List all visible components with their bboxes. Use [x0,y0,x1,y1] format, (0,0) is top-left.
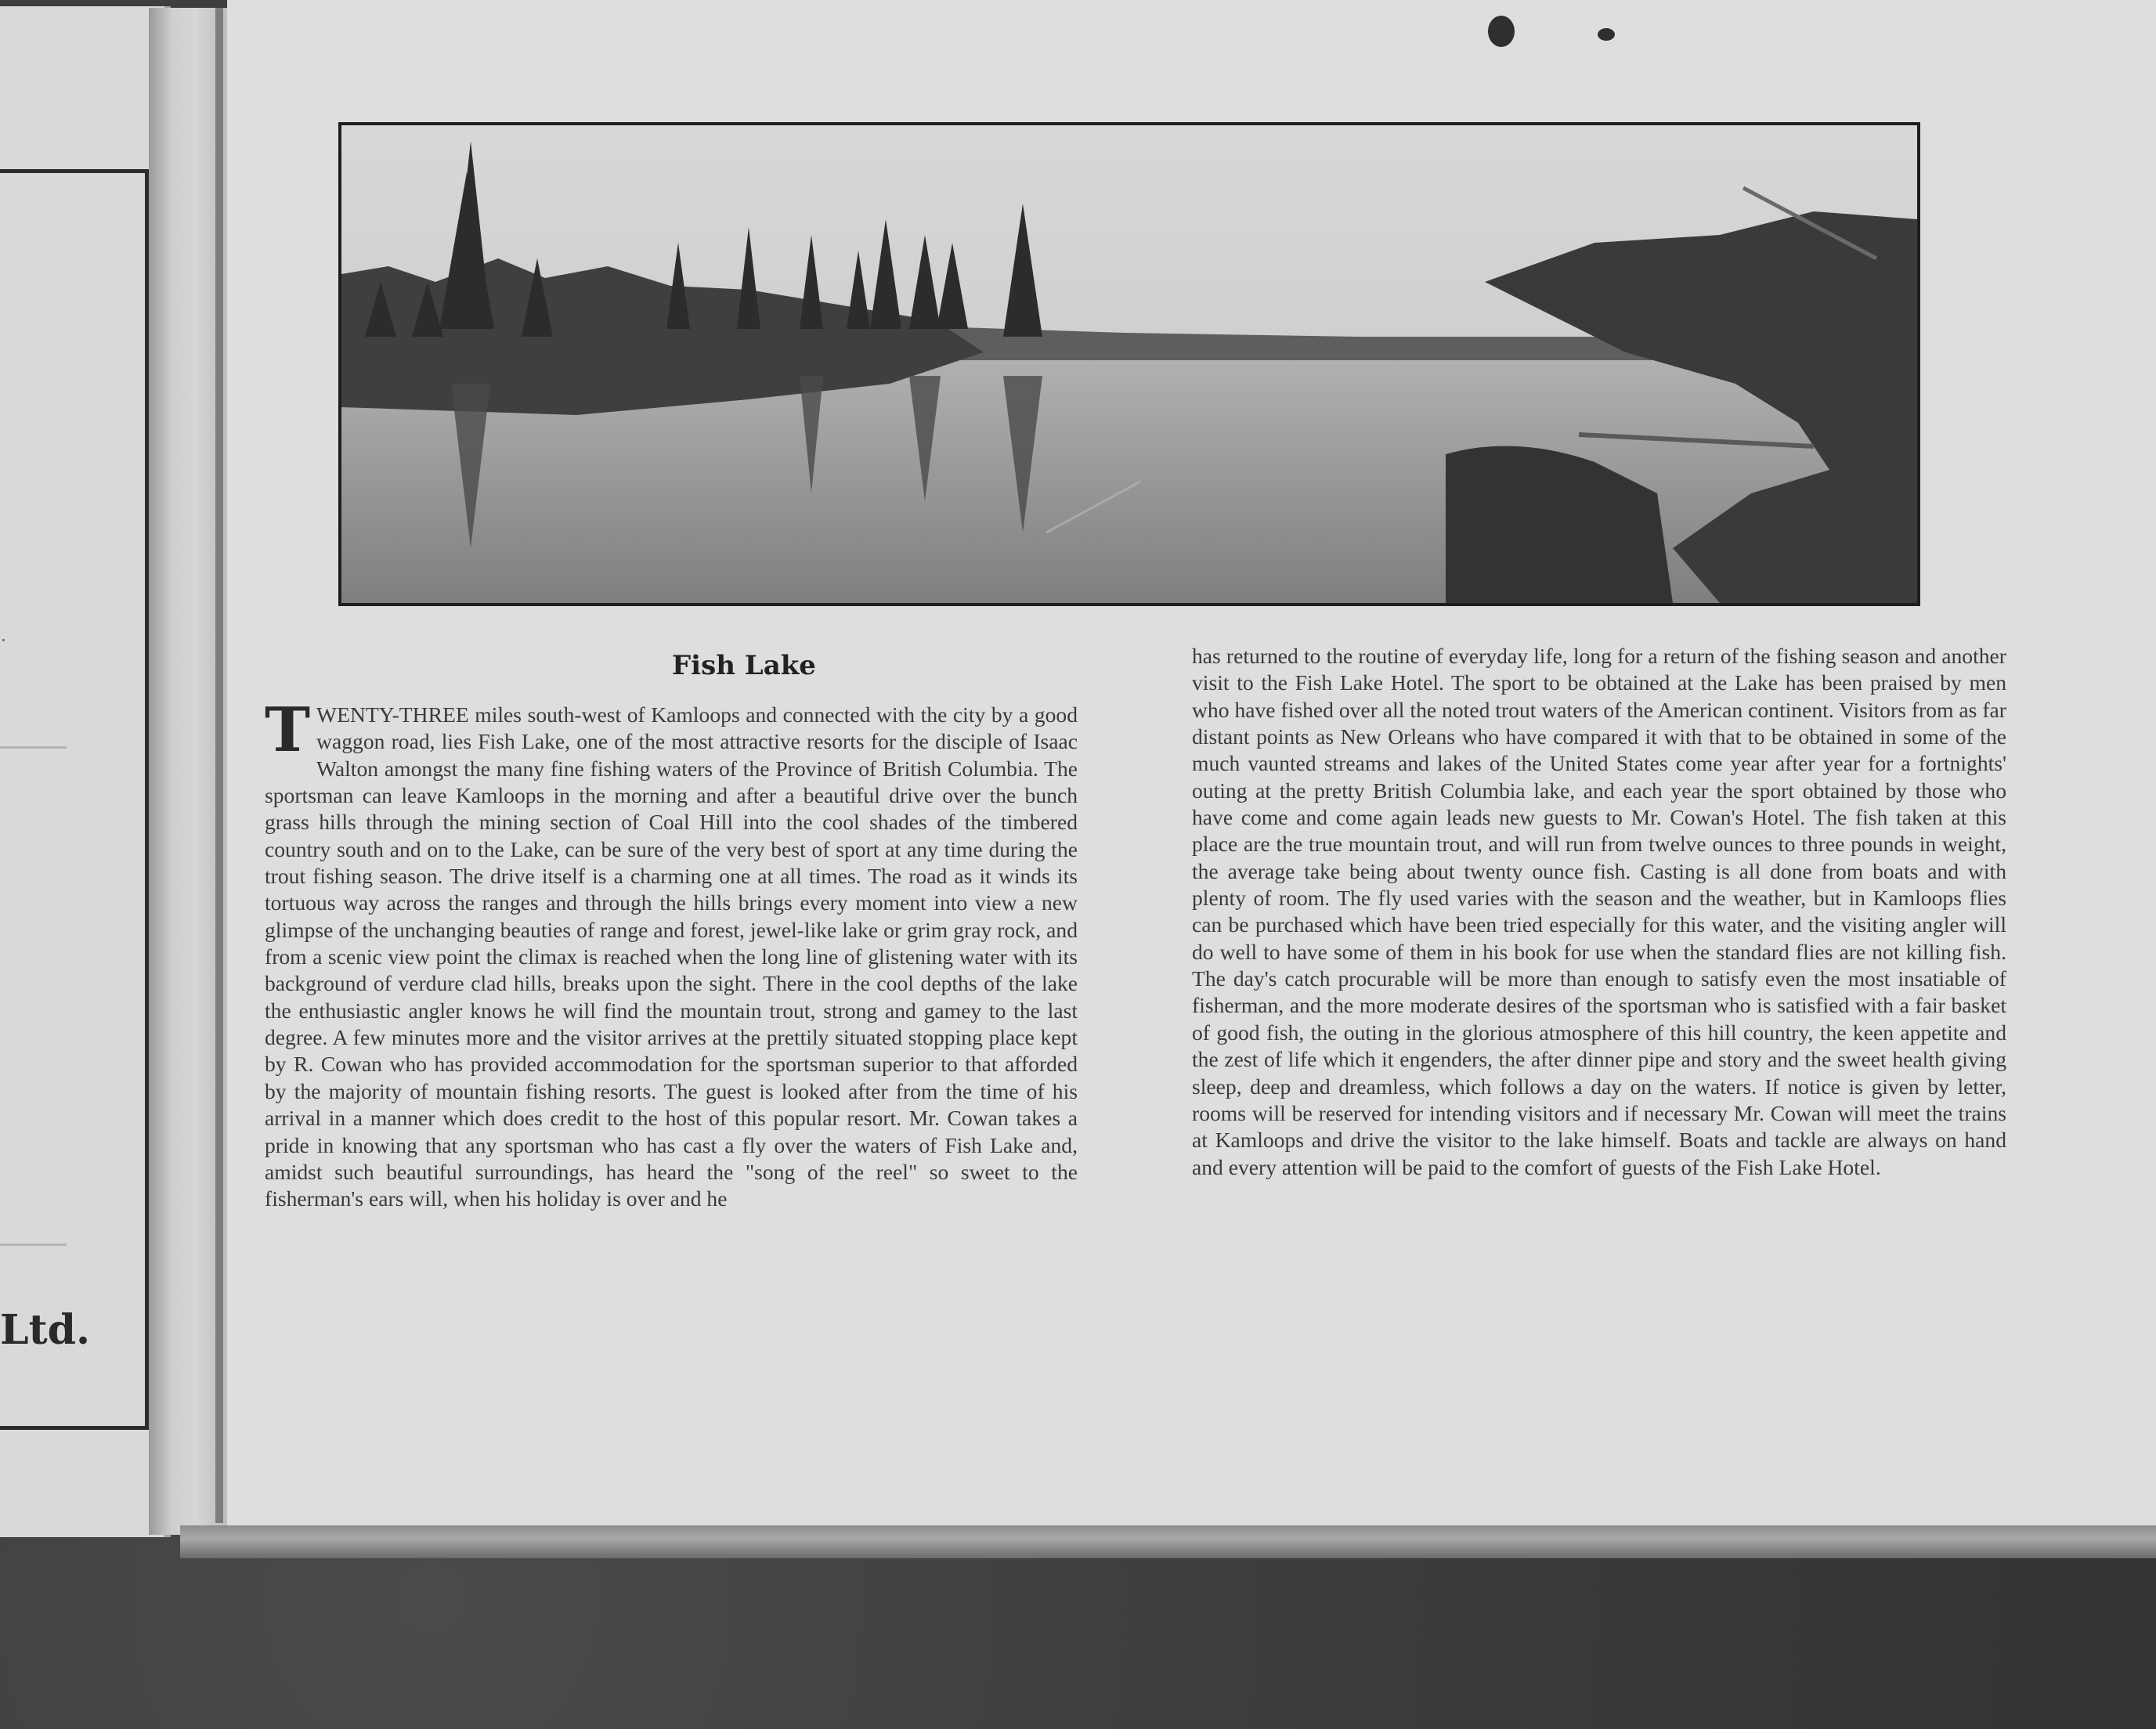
landscape-photo-icon [341,125,1917,603]
lake-photograph [338,122,1920,606]
article-column-left [265,695,1078,1213]
previous-page-rule [0,1244,67,1246]
previous-page-rule [0,746,67,749]
previous-page-fragment-text: Ltd. [0,1306,91,1354]
previous-page-mark: · [0,629,7,652]
ink-blot [1598,28,1615,41]
article-title: Fish Lake [672,650,816,681]
article-column-right: has returned to the routine of everyday life, long for a return of the fishing season and another visit to the Fish Lake Hotel. The sport to be obtained at the Lake has been praised by men who have fished over all the noted trout waters of the American continent. Visitors from as far distant points as New Orleans who have compared it with that to be obtained in some of the much vaunted streams and lakes of the United States come year after year for a fortnights' outing at the pretty British Columbia lake, and each year the sport obtained by those who have come and come again leads new guests to Mr. Cowan's Hotel. The fish taken at this place are the true mountain trout, and will run from twelve ounces to three pounds in weight, the average take being about twenty ounce fish. Casting is all done from boats and with plenty of room. The fly used varies with the season and the weather, but in Kamloops flies can be purchased which have been tried especially for this water, and the visiting angler will do well to have some of them in his book for use when the standard flies are not killing fish. The day's catch procurable will be more than enough to satisfy even the most insatiable of fisherman, and the more moderate desires of the sportsman who is satisfied with a fair basket of good fish, the outing in the glorious atmosphere of this hill country, the keen appetite and the zest of life which it engenders, the after dinner pipe and story and the sweet health giving sleep, deep and dreamless, which follows a day on the waters. If notice is given by letter, rooms will be reserved for intending visitors and if necessary Mr. Cowan will meet the trains at Kamloops and drive the visitor to the lake himself. Boats and tackle are always on hand and every attention will be paid to the comfort of guests of the Fish Lake Hotel. [1192,644,2006,1179]
drop-cap: T [265,695,311,766]
page-edge-line [215,8,223,1523]
ink-blot [1488,16,1515,47]
previous-page [0,6,171,1537]
previous-page-border-box [0,169,149,1430]
page-bottom-edge [180,1525,2156,1558]
article-body-left: WENTY-THREE miles south-west of Kamloops and connected with the city by a good waggon road, lies Fish Lake, one of the most attractive resorts for the disciple of Isaac Walton amongst the many fine fishing waters of the Province of British Columbia. The sportsman can leave Kamloops in the morning and after a beautiful drive over the bunch grass hills through the mining section of Coal Hill into the cool shades of the timbered country south and on to the Lake, can be sure of the very best of sport at any time during the trout fishing season. The drive itself is a charming one at all times. The road as it winds its tortuous way across the ranges and through the hills brings every moment into view a new glimpse of the unchanging beauties of range and forest, jewel-like lake or grim gray rock, and from a scenic view point the climax is reached when the long line of glistening water with its background of verdure clad hills, breaks upon the sight. There in the cool depths of the lake the enthusiastic angler knows he will find the mountain trout, strong and gamey to the last degree. A few minutes more and the visitor arrives at the prettily situated stopping place kept by R. Cowan who has provided accommodation for the sportsman superior to that afforded by the majority of mountain fishing resorts. The guest is looked after from the time of his arrival in a manner which does credit to the host of this popular resort. Mr. Cowan takes a pride in knowing that any sportsman who has cast a fly over the waters of Fish Lake and, amidst such beautiful surroundings, has heard the "song of the reel" so sweet to the fisherman's ears will, when his holiday is over and he [265,702,1078,1211]
